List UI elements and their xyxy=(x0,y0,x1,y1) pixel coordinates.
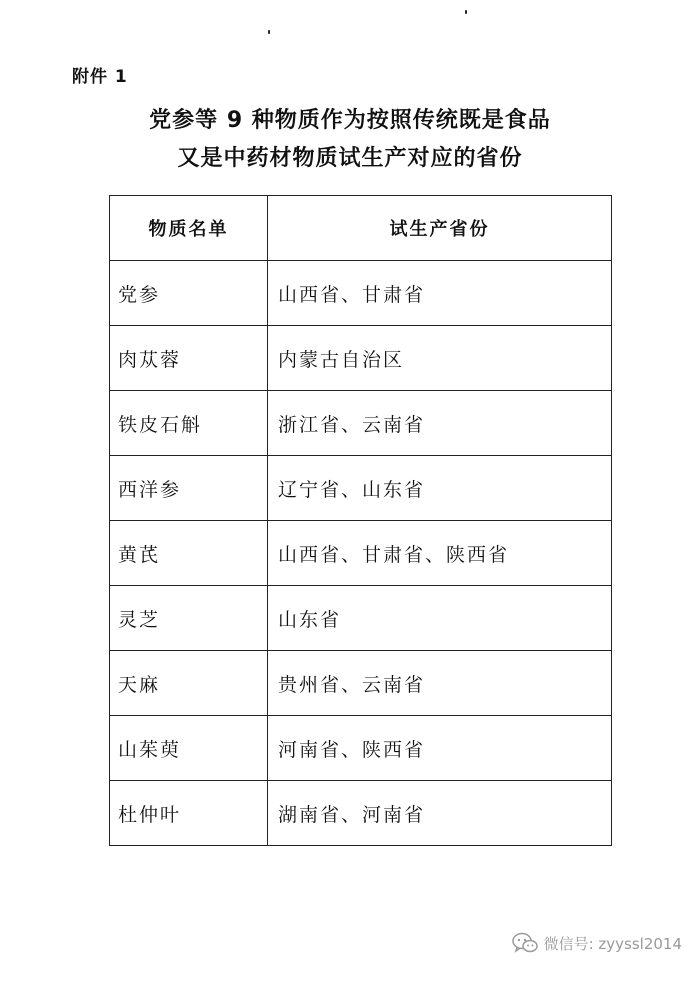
substance-cell: 党参 xyxy=(110,261,268,326)
watermark-text: 微信号: zyyssl2014 xyxy=(543,934,682,953)
document-title-line-1: 党参等 9 种物质作为按照传统既是食品 xyxy=(149,108,551,133)
table-row xyxy=(110,651,612,716)
substance-cell: 铁皮石斛 xyxy=(110,391,268,456)
substance-cell: 山茱萸 xyxy=(110,716,268,781)
provinces-cell: 山西省、甘肃省、陕西省 xyxy=(268,521,612,586)
substance-cell: 肉苁蓉 xyxy=(110,326,268,391)
substance-cell: 黄芪 xyxy=(110,521,268,586)
wechat-watermark xyxy=(512,932,682,954)
table-row xyxy=(110,716,612,781)
substance-cell: 杜仲叶 xyxy=(110,781,268,846)
table-row xyxy=(110,521,612,586)
provinces-cell: 河南省、陕西省 xyxy=(268,716,612,781)
table-row xyxy=(110,326,612,391)
provinces-cell: 内蒙古自治区 xyxy=(268,326,612,391)
provinces-cell: 辽宁省、山东省 xyxy=(268,456,612,521)
wechat-icon xyxy=(512,932,538,954)
table-header-row xyxy=(110,196,612,261)
substance-cell: 西洋参 xyxy=(110,456,268,521)
substance-cell: 天麻 xyxy=(110,651,268,716)
provinces-cell: 山东省 xyxy=(268,586,612,651)
table-row xyxy=(110,781,612,846)
provinces-cell: 湖南省、河南省 xyxy=(268,781,612,846)
provinces-cell: 山西省、甘肃省 xyxy=(268,261,612,326)
table-row xyxy=(110,391,612,456)
substance-cell: 灵芝 xyxy=(110,586,268,651)
header-substance: 物质名单 xyxy=(110,196,268,261)
attachment-label: 附件 1 xyxy=(72,67,128,87)
provinces-cell: 贵州省、云南省 xyxy=(268,651,612,716)
table-row xyxy=(110,456,612,521)
table-row xyxy=(110,586,612,651)
scan-speck xyxy=(268,30,270,34)
substance-province-table xyxy=(109,195,612,846)
table-row xyxy=(110,261,612,326)
provinces-cell: 浙江省、云南省 xyxy=(268,391,612,456)
document-title-line-2: 又是中药材物质试生产对应的省份 xyxy=(177,146,523,171)
header-provinces: 试生产省份 xyxy=(268,196,612,261)
scan-speck xyxy=(465,10,467,14)
